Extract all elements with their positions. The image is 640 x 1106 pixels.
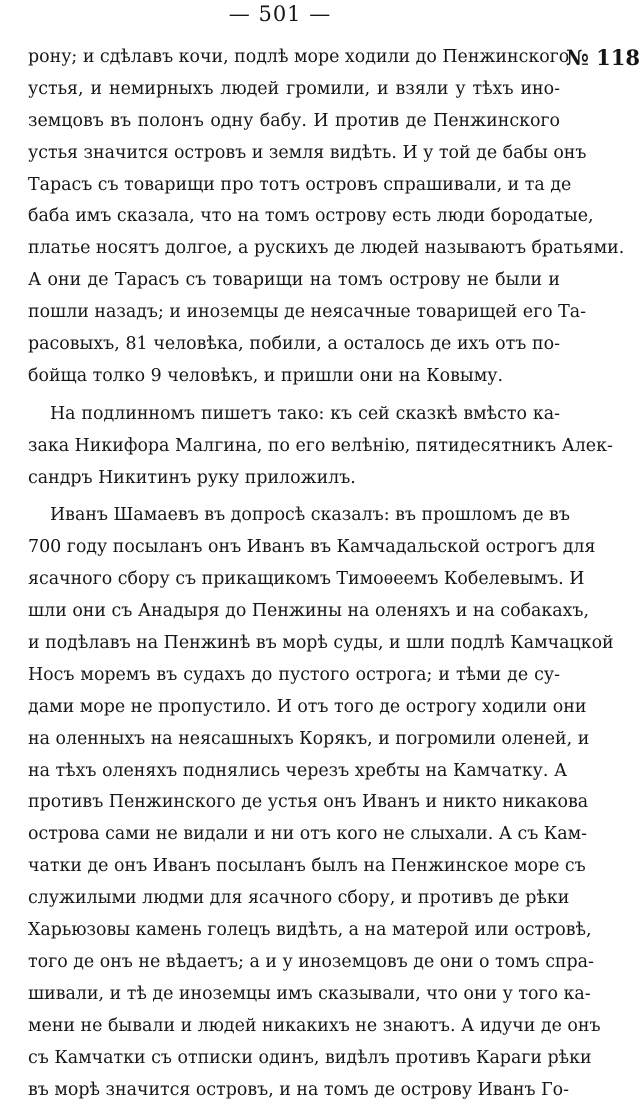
text-line: устья, и немирныхъ людей громили, и взяли у тѣхъ ино- [28, 74, 560, 106]
text-line: мени не бывали и людей никакихъ не знаютъ. А идучи де онъ [28, 1011, 560, 1043]
text-line: Харьюзовы камень голецъ видѣть, а на матерой или островѣ, [28, 915, 560, 947]
text-line: дами море не пропустило. И отъ того де острогу ходили они [28, 692, 560, 724]
text-line: чатки де онъ Иванъ посыланъ былъ на Пенжинское море съ [28, 851, 560, 883]
text-line: ясачного сбору съ прикащикомъ Тимоѳеемъ Кобелевымъ. И [28, 564, 560, 596]
text-line: на тѣхъ оленяхъ поднялись черезъ хребты на Камчатку. А [28, 756, 560, 788]
text-line: расовыхъ, 81 человѣка, побили, а осталось де ихъ отъ по- [28, 329, 560, 361]
paragraph [28, 399, 560, 495]
text-line: рону; и сдѣлавъ кочи, подлѣ море ходили до Пенжинского [28, 42, 560, 74]
text-line: служилыми людми для ясачного сбору, и противъ де рѣки [28, 883, 560, 915]
text-line: Тарасъ съ товарищи про тотъ островъ спрашивали, и та де [28, 170, 560, 202]
text-line: баба имъ сказала, что на томъ острову есть люди бородатые, [28, 201, 560, 233]
page-number: — 501 — [0, 2, 560, 26]
text-line: земцовъ въ полонъ одну бабу. И против де Пенжинского [28, 106, 560, 138]
text-line: на оленныхъ на неясашныхъ Корякъ, и погромили оленей, и [28, 724, 560, 756]
text-line: того де онъ не вѣдаетъ; а и у иноземцовъ де они о томъ спра- [28, 947, 560, 979]
text-line: 700 году посыланъ онъ Иванъ въ Камчадальской острогъ для [28, 532, 560, 564]
text-line: А они де Тарасъ съ товарищи на томъ острову не были и [28, 265, 560, 297]
text-line: противъ Пенжинского де устья онъ Иванъ и никто никакова [28, 787, 560, 819]
text-line: Иванъ Шамаевъ въ допросѣ сказалъ: въ прошломъ де въ [28, 500, 560, 532]
document-number: № 118 [566, 45, 640, 70]
text-line: сандръ Никитинъ руку приложилъ. [28, 463, 560, 495]
text-line: На подлинномъ пишетъ тако: къ сей сказкѣ вмѣсто ка- [28, 399, 560, 431]
text-line: и подѣлавъ на Пенжинѣ въ морѣ суды, и шли подлѣ Камчацкой [28, 628, 560, 660]
text-line: пошли назадъ; и иноземцы де неясачные товарищей его Та- [28, 297, 560, 329]
text-line: платье носятъ долгое, а рускихъ де людей называютъ братьями. [28, 233, 560, 265]
text-line: бойща толко 9 человѣкъ, и пришли они на Ковыму. [28, 361, 560, 393]
text-line: зака Никифора Малгина, по его велѣнію, пятидесятникъ Алек- [28, 431, 560, 463]
text-line: съ Камчатки съ отписки одинъ, видѣлъ противъ Караги рѣки [28, 1043, 560, 1075]
text-line: шли они съ Анадыря до Пенжины на оленяхъ и на собакахъ, [28, 596, 560, 628]
text-line: въ морѣ значится островъ, и на томъ де острову Иванъ Го- [28, 1075, 560, 1106]
body-text [28, 42, 560, 1106]
text-line: устья значится островъ и земля видѣть. И у той де бабы онъ [28, 138, 560, 170]
text-line: Носъ моремъ въ судахъ до пустого острога; и тѣми де су- [28, 660, 560, 692]
text-line: шивали, и тѣ де иноземцы имъ сказывали, что они у того ка- [28, 979, 560, 1011]
paragraph [28, 42, 560, 393]
paragraph [28, 500, 560, 1106]
text-line: острова сами не видали и ни отъ кого не слыхали. А съ Кам- [28, 819, 560, 851]
